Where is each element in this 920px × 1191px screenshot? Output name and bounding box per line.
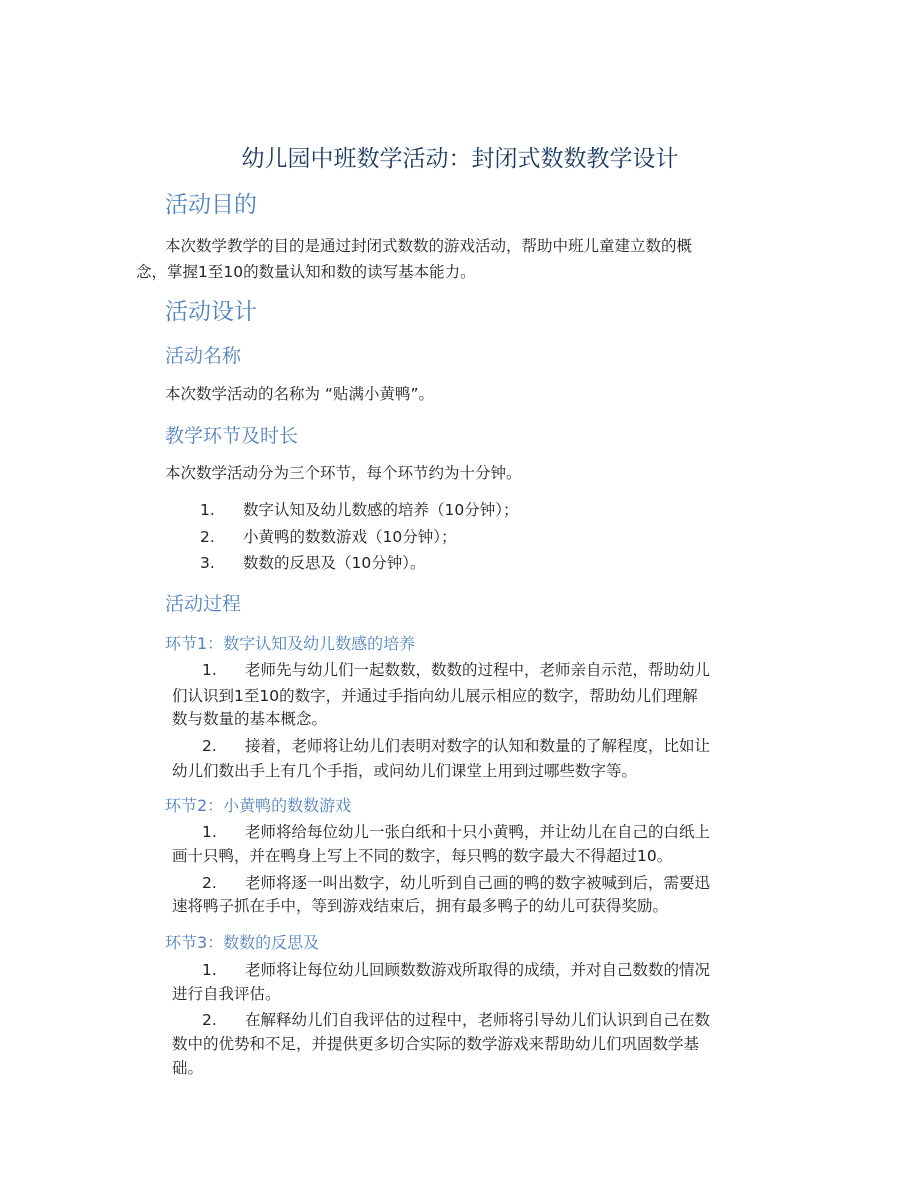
stage3-step1-line-2: 进行自我评估。 xyxy=(172,985,281,1003)
step-number: 2. xyxy=(202,1011,217,1029)
heading-sections-duration: 教学环节及时长 xyxy=(165,425,299,447)
list-number: 2. xyxy=(200,527,215,546)
stage1-step1-line-1 xyxy=(202,657,710,683)
step-number: 2. xyxy=(202,874,217,892)
stage2-step1-line-2: 画十只鸭，并在鸭身上写上不同的数字，每只鸭的数字最大不得超过10。 xyxy=(172,847,673,865)
step-number: 2. xyxy=(202,737,217,755)
step-number: 1. xyxy=(202,961,217,979)
stage3-step2-line-3: 础。 xyxy=(172,1059,204,1077)
sections-text: 本次数学活动分为三个环节，每个环节约为十分钟。 xyxy=(165,464,522,482)
heading-activity-name: 活动名称 xyxy=(165,345,242,367)
document-title: 幼儿园中班数学活动：封闭式数数教学设计 xyxy=(241,146,679,172)
step-number: 1. xyxy=(202,823,217,841)
step-text: 老师将让每位幼儿回顾数数游戏所取得的成绩，并对自己数数的情况 xyxy=(245,961,711,979)
heading-stage-3: 环节3：数数的反思及 xyxy=(165,933,320,952)
stage2-step1-line-1 xyxy=(202,819,710,845)
goal-text-line-2: 念，掌握1至10的数量认知和数的读写基本能力。 xyxy=(136,263,476,281)
stage1-step1-line-2: 们认识到1至10的数字，并通过手指向幼儿展示相应的数字，帮助幼儿们理解 xyxy=(172,687,698,705)
stage3-step2-line-1 xyxy=(202,1007,710,1033)
stage3-step1-line-1 xyxy=(202,957,710,983)
heading-design: 活动设计 xyxy=(165,299,257,325)
heading-stage-1: 环节1：数字认知及幼儿数感的培养 xyxy=(165,634,416,653)
stage2-step2-line-2: 速将鸭子抓在手中，等到游戏结束后，拥有最多鸭子的幼儿可获得奖励。 xyxy=(172,897,669,915)
list-text: 小黄鸭的数数游戏（10分钟）； xyxy=(243,527,457,546)
list-item xyxy=(200,524,518,551)
step-text: 在解释幼儿们自我评估的过程中，老师将引导幼儿们认识到自己在数 xyxy=(245,1011,711,1029)
stage1-step1-line-3: 数与数量的基本概念。 xyxy=(172,710,328,728)
step-text: 老师先与幼儿们一起数数，数数的过程中，老师亲自示范，帮助幼儿 xyxy=(245,661,711,679)
stage1-step2-line-1 xyxy=(202,733,710,759)
step-text: 老师将逐一叫出数字，幼儿听到自己画的鸭的数字被喊到后，需要迅 xyxy=(245,874,711,892)
heading-stage-2: 环节2：小黄鸭的数数游戏 xyxy=(165,796,352,815)
list-text: 数字认知及幼儿数感的培养（10分钟）； xyxy=(243,501,519,519)
heading-process: 活动过程 xyxy=(165,593,242,615)
stage1-step2-line-2: 幼儿们数出手上有几个手指，或问幼儿们课堂上用到过哪些数字等。 xyxy=(172,762,638,780)
step-text: 接着，老师将让幼儿们表明对数字的认知和数量的了解程度，比如让 xyxy=(245,737,711,755)
step-number: 1. xyxy=(202,661,217,679)
list-item xyxy=(200,497,518,524)
goal-text-line-1: 本次数学教学的目的是通过封闭式数数的游戏活动，帮助中班儿童建立数的概 xyxy=(165,237,693,255)
activity-name-text: 本次数学活动的名称为 “贴满小黄鸭”。 xyxy=(165,385,434,403)
heading-goal: 活动目的 xyxy=(165,192,257,218)
list-text: 数数的反思及（10分钟）。 xyxy=(243,554,426,572)
stage3-step2-line-2: 数中的优势和不足，并提供更多切合实际的数学游戏来帮助幼儿们巩固数学基 xyxy=(172,1035,700,1053)
list-number: 1. xyxy=(200,501,215,519)
list-number: 3. xyxy=(200,554,215,572)
list-item xyxy=(200,550,518,577)
sections-list xyxy=(200,497,518,577)
step-text: 老师将给每位幼儿一张白纸和十只小黄鸭，并让幼儿在自己的白纸上 xyxy=(245,823,711,841)
